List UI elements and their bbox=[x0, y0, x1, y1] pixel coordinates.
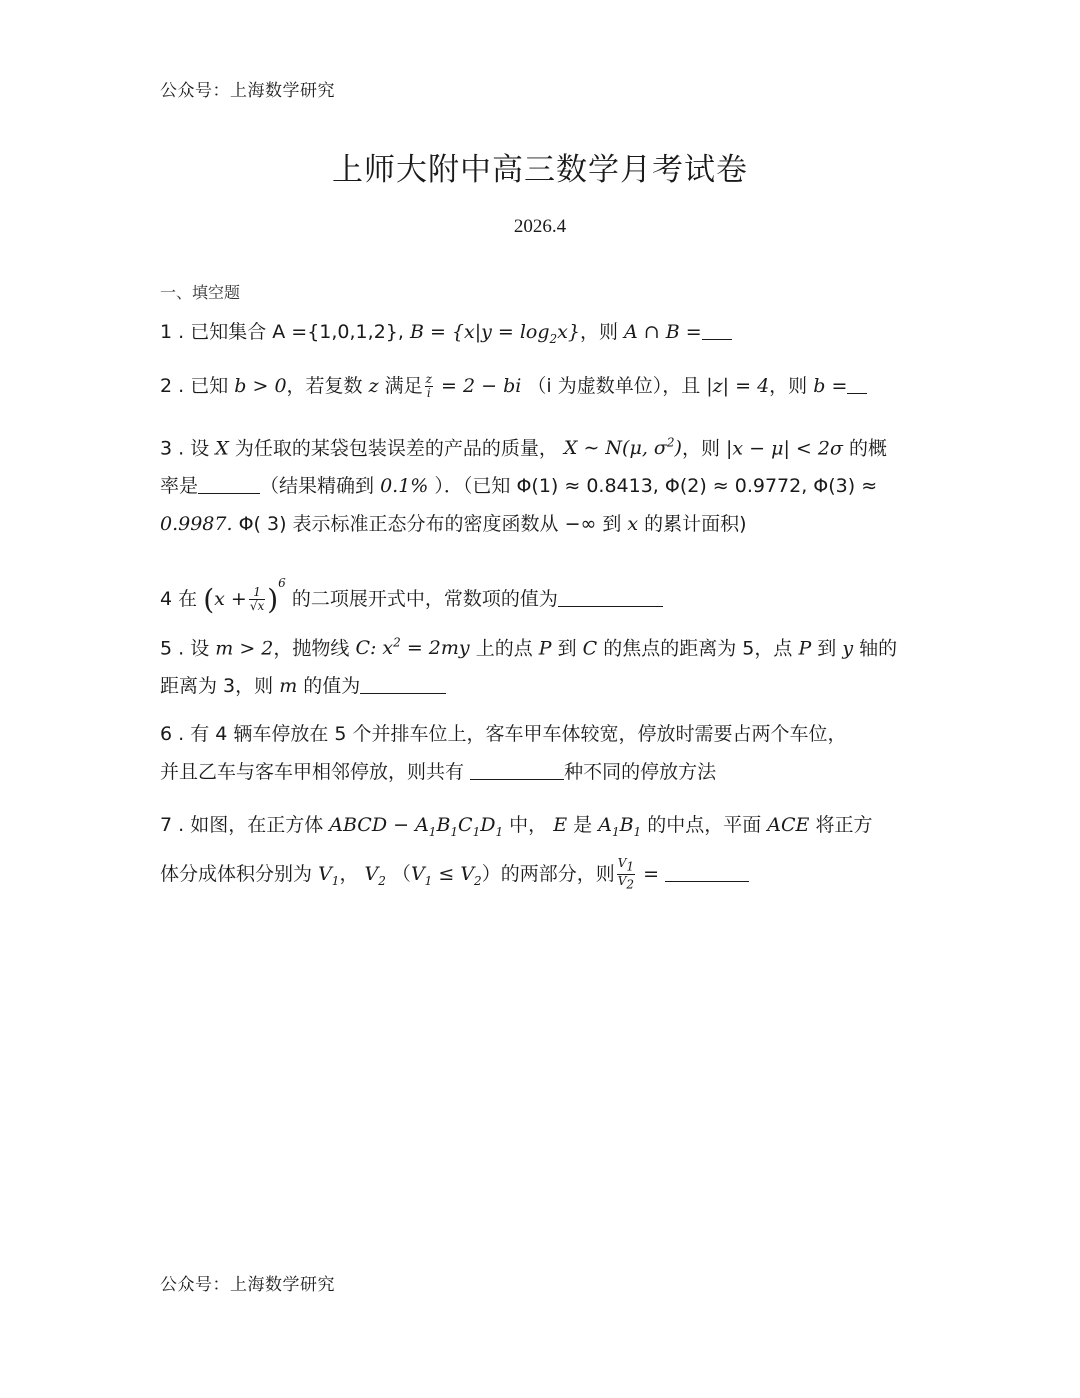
q7-paren-open: （ bbox=[391, 862, 411, 885]
q3-text-a: 为任取的某袋包装误差的产品的质量， bbox=[234, 437, 558, 460]
q7-text-c: 的中点，平面 bbox=[647, 814, 762, 836]
q5-text-d: 的焦点的距离为 5，点 bbox=[603, 637, 793, 660]
q5-text-h: 的值为 bbox=[303, 675, 361, 698]
q3-answer-blank[interactable] bbox=[198, 471, 260, 494]
q2-cond-b: b > 0 bbox=[234, 375, 287, 397]
q2-var-z: z bbox=[368, 375, 379, 397]
question-1 bbox=[160, 313, 920, 358]
q5-parabola: C: $x^2 = 2my$ bbox=[355, 636, 470, 660]
q3-given-values: ）．（已知 Φ(1) ≈ 0.8413, Φ(2) ≈ 0.9772, Φ(3) ≈ bbox=[434, 475, 878, 498]
q7-plane: ACE bbox=[767, 814, 810, 836]
q7-comma: ， bbox=[339, 862, 359, 885]
q7-eq: = bbox=[643, 862, 659, 885]
q5-text-f: 轴的 bbox=[859, 637, 898, 660]
q3-distribution: X ∼ N(μ, $\sigma^2$) bbox=[563, 436, 682, 460]
q7-line-1 bbox=[160, 806, 920, 851]
q4-fraction: $\frac{1}{√x}$ bbox=[249, 585, 265, 613]
question-6 bbox=[160, 715, 920, 791]
q7-cube: ABCD − $A_1B_1C_1D_1$ bbox=[329, 814, 504, 839]
q2-number: 2 . bbox=[160, 375, 185, 397]
q2-eq: = bbox=[831, 375, 848, 397]
q5-curve-c: C bbox=[582, 637, 598, 660]
q7-point-e: E bbox=[553, 814, 568, 836]
q5-answer-blank[interactable] bbox=[360, 671, 446, 694]
q2-text-e: ，则 bbox=[769, 375, 808, 397]
q1-number: 1 . bbox=[160, 321, 185, 343]
q5-text-e: 到 bbox=[817, 637, 837, 660]
question-2 bbox=[160, 367, 920, 405]
q7-number: 7 . 如图，在正方体 bbox=[160, 814, 324, 836]
q2-answer-blank[interactable] bbox=[847, 371, 867, 394]
q5-cond-m: m > 2 bbox=[215, 637, 274, 660]
q6-text-a: 并且乙车与客车甲相邻停放，则共有 bbox=[160, 761, 465, 783]
q5-text-b: 上的点 bbox=[475, 637, 533, 660]
q3-text-e: （结果精确到 bbox=[260, 475, 375, 498]
q3-line-2 bbox=[160, 467, 920, 505]
q2-text-d: （i 为虚数单位），且 bbox=[527, 375, 701, 397]
q3-text-c: 的概 bbox=[848, 437, 887, 460]
q2-modulus: |z| = 4 bbox=[706, 375, 770, 397]
q4-left-paren: ( bbox=[203, 583, 215, 616]
q5-text-a: ，抛物线 bbox=[273, 637, 350, 660]
q6-text-b: 种不同的停放方法 bbox=[564, 761, 717, 783]
q4-number: 4 在 bbox=[160, 588, 198, 610]
q5-line-2 bbox=[160, 667, 920, 705]
q7-line-2 bbox=[160, 855, 920, 900]
exam-date: 2026.4 bbox=[513, 216, 567, 237]
q3-var-x: X bbox=[215, 437, 229, 460]
q5-point-p: P bbox=[538, 637, 552, 660]
q6-answer-blank[interactable] bbox=[470, 757, 564, 780]
q5-axis-y: y bbox=[842, 637, 854, 660]
question-5 bbox=[160, 624, 920, 705]
q2-var-b: b bbox=[813, 375, 826, 397]
q3-line-1 bbox=[160, 424, 920, 467]
q4-right-paren: ) bbox=[267, 583, 279, 616]
q3-value-3: 0.9987. bbox=[160, 513, 233, 536]
q1-expr: A ∩ B bbox=[624, 321, 680, 343]
q5-text-g: 距离为 3，则 bbox=[160, 675, 274, 698]
q3-text-g: 的累计面积) bbox=[644, 513, 747, 536]
q1-eq: = bbox=[685, 321, 702, 343]
q2-text-b: ，若复数 bbox=[286, 375, 363, 397]
q3-text-b: ，则 bbox=[681, 437, 720, 460]
q4-answer-blank[interactable] bbox=[558, 584, 663, 607]
q3-number: 3 . 设 bbox=[160, 437, 210, 460]
q7-text-b: 是 bbox=[573, 814, 593, 836]
q7-text-e: 体分成体积分别为 bbox=[160, 862, 313, 885]
page-title: 上师大附中高三数学月考试卷 bbox=[332, 152, 748, 188]
q7-v1: $V_1$ bbox=[318, 862, 340, 888]
q5-number: 5 . 设 bbox=[160, 637, 210, 660]
q3-inequality: |x − μ| < 2σ bbox=[726, 437, 843, 460]
q3-var-x-2: x bbox=[627, 513, 639, 536]
q2-expr: = 2 − bi bbox=[441, 375, 522, 397]
q3-text-d: 率是 bbox=[160, 475, 199, 498]
q1-answer-blank[interactable] bbox=[702, 317, 732, 340]
q7-text-a: 中， bbox=[509, 814, 548, 836]
q7-answer-blank[interactable] bbox=[665, 859, 749, 882]
q3-precision: 0.1% bbox=[380, 475, 429, 498]
q4-expr-x: x + bbox=[214, 588, 247, 610]
q3-line-3 bbox=[160, 505, 920, 543]
q1-text: 已知集合 A ={1,0,1,2}, bbox=[190, 321, 404, 343]
q6-line-2 bbox=[160, 753, 920, 791]
q7-text-f: ）的两部分，则 bbox=[481, 862, 615, 885]
q5-text-c: 到 bbox=[557, 637, 577, 660]
q6-line-1: 6 . 有 4 辆车停放在 5 个并排车位上，客车甲车体较宽，停放时需要占两个车位， bbox=[160, 723, 847, 745]
footer-note: 公众号：上海数学研究 bbox=[160, 1275, 335, 1295]
q5-line-1 bbox=[160, 624, 920, 667]
q5-var-m: m bbox=[279, 675, 298, 698]
q2-fraction: $\frac{z}{i}$ bbox=[425, 372, 432, 400]
question-7 bbox=[160, 806, 920, 900]
header-note: 公众号：上海数学研究 bbox=[160, 81, 335, 101]
q2-text-a: 已知 bbox=[190, 375, 229, 397]
q7-text-d: 将正方 bbox=[815, 814, 873, 836]
q7-segment: $A_1B_1$ bbox=[598, 814, 642, 839]
question-3 bbox=[160, 424, 920, 543]
question-4 bbox=[160, 564, 920, 619]
q7-condition: $V_1 \le V_2$ bbox=[410, 862, 482, 888]
q4-text: 的二项展开式中，常数项的值为 bbox=[291, 588, 558, 610]
q1-set-b: $B = \{x|y = \log_2x\}$ bbox=[409, 321, 580, 346]
q1-text-b: ，则 bbox=[579, 321, 618, 343]
q4-power: 6 bbox=[278, 576, 286, 590]
q5-point-p-2: P bbox=[798, 637, 812, 660]
q2-text-c: 满足 bbox=[384, 375, 423, 397]
section-label: 一、填空题 bbox=[160, 283, 241, 302]
q7-v2: $V_2$ bbox=[364, 862, 386, 888]
q3-text-f: Φ( 3) 表示标准正态分布的密度函数从 −∞ 到 bbox=[238, 513, 622, 536]
q7-fraction: $\frac{V_1}{V_2}$ bbox=[617, 856, 635, 892]
